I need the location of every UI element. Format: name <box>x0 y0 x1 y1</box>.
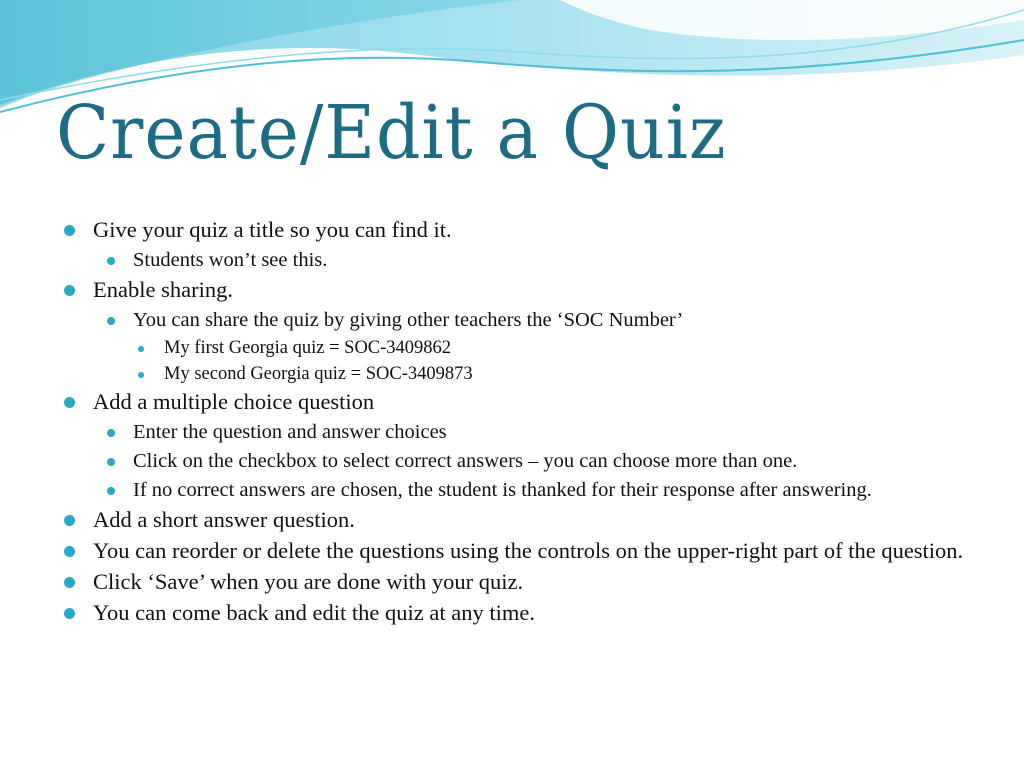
bullet-text: You can share the quiz by giving other teachers the ‘SOC Number’ <box>133 309 684 331</box>
bullet-text: You can come back and edit the quiz at any time. <box>93 600 535 625</box>
bullet-text: Click on the checkbox to select correct answers – you can choose more than one. <box>133 450 798 472</box>
bullet-dot-icon <box>64 577 75 588</box>
bullet-dot-icon <box>138 346 144 352</box>
bullet-dot-icon <box>64 608 75 619</box>
bullet-text: You can reorder or delete the questions using the controls on the upper-right part of the question. <box>93 538 964 563</box>
bullet-item <box>0 450 963 473</box>
bullet-dot-icon <box>64 515 75 526</box>
bullet-list <box>0 218 1024 632</box>
bullet-item <box>0 508 973 532</box>
bullet-item <box>0 601 973 625</box>
bullet-dot-icon <box>64 397 75 408</box>
bullet-text: My first Georgia quiz = SOC-3409862 <box>164 338 452 358</box>
bullet-text: My second Georgia quiz = SOC-3409873 <box>164 364 473 384</box>
bullet-text: If no correct answers are chosen, the student is thanked for their response after answering. <box>133 479 872 501</box>
bullet-dot-icon <box>107 317 115 325</box>
bullet-dot-icon <box>107 458 115 466</box>
bullet-text: Add a short answer question. <box>93 507 355 532</box>
bullet-dot-icon <box>107 429 115 437</box>
bullet-dot-icon <box>64 225 75 236</box>
bullet-text: Click ‘Save’ when you are done with your quiz. <box>93 569 524 594</box>
bullet-dot-icon <box>64 285 75 296</box>
bullet-text: Add a multiple choice question <box>93 389 375 414</box>
bullet-text: Enter the question and answer choices <box>133 421 447 443</box>
bullet-item <box>0 421 963 444</box>
bullet-item <box>0 479 963 502</box>
bullet-item <box>0 278 973 302</box>
bullet-item <box>0 249 963 272</box>
bullet-item <box>0 218 973 242</box>
bullet-item <box>0 338 964 359</box>
bullet-item <box>0 309 963 332</box>
bullet-item <box>0 570 973 594</box>
bullet-text: Enable sharing. <box>93 277 233 302</box>
bullet-item <box>0 364 964 385</box>
bullet-item <box>0 390 973 414</box>
bullet-dot-icon <box>64 546 75 557</box>
bullet-dot-icon <box>107 487 115 495</box>
slide-title: Create/Edit a Quiz <box>56 90 727 176</box>
bullet-dot-icon <box>138 372 144 378</box>
bullet-text: Give your quiz a title so you can find it. <box>93 217 452 242</box>
bullet-dot-icon <box>107 257 115 265</box>
bullet-item <box>0 539 973 563</box>
bullet-text: Students won’t see this. <box>133 249 328 271</box>
